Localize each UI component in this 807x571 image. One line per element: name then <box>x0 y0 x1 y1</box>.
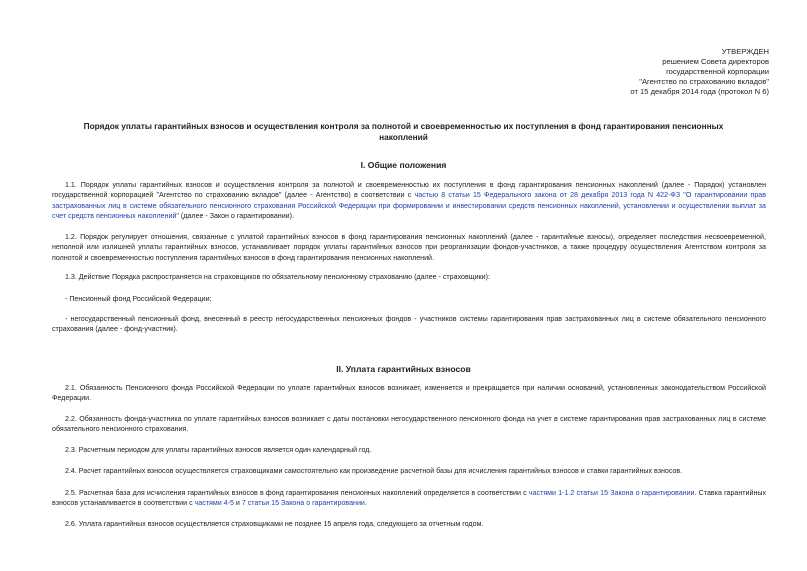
paragraph: 2.3. Расчетным периодом для уплаты гарантийных взносов является один календарный год. <box>65 446 372 454</box>
law-link[interactable]: 7 статьи 15 Закона о гарантировании <box>241 499 365 508</box>
paragraph: 2.1. Обязанность Пенсионного фонда Российской Федерации по уплате гарантийных взносов возникает, изменяется и прекращается при наличии оснований, установленных законодательством Российской Федерации. <box>52 384 766 403</box>
document-title: Порядок уплаты гарантийных взносов и осуществления контроля за полнотой и своевременностью их поступления в фонд гарантирования пенсионных накоплений <box>83 121 724 142</box>
paragraph-text: и <box>233 499 242 508</box>
approval-line: государственной корпорации <box>666 67 769 76</box>
paragraph: 2.6. Уплата гарантийных взносов осуществляется страховщиками не позднее 15 апреля года, следующего за отчетным годом. <box>65 520 484 528</box>
paragraph: 2.4. Расчет гарантийных взносов осуществляется страховщиками самостоятельно как произведение расчетной базы для исчисления гарантийных взносов и ставки гарантийных взносов. <box>65 467 683 475</box>
approval-line: УТВЕРЖДЕН <box>721 47 769 56</box>
law-link[interactable]: частями 1-1.2 статьи 15 Закона о гарантировании <box>528 489 695 497</box>
paragraph-text: (далее - Закон о гарантировании). <box>178 211 294 220</box>
paragraph-text: 1.1. Порядок уплаты гарантийных взносов и осуществления контроля за полнотой и своевременностью их поступления в фонд гарантирования пенсионных накоплений (далее - Порядок) установлен государственной корпорацией "Агентство по страхованию вкладов" (далее - Агентство) в соответствии с <box>52 181 766 200</box>
paragraph-text: . <box>364 499 367 508</box>
paragraph-text: . Ставка гарантийных взносов устанавливается в соответствии с <box>52 489 767 508</box>
law-link[interactable]: частью 8 статьи 15 Федерального закона от 28 декабря 2013 года N 422-ФЗ "О гарантировании прав застрахованных лиц в системе обязательного пенсионного страхования Российской Федерации при формировании и инвестировании средств пенсионных накоплений, установлении и осуществлении выплат за счет средств пенсионных накоплений" <box>52 191 766 220</box>
list-item: - негосударственный пенсионный фонд, внесенный в реестр негосударственных пенсионных фондов - участников системы гарантирования прав застрахованных лиц в системе обязательного пенсионного страхования (далее - фонд-участник). <box>52 315 766 334</box>
paragraph: 1.3. Действие Порядка распространяется на страховщиков по обязательному пенсионному страхованию (далее - страховщики): <box>65 273 490 281</box>
section-heading: I. Общие положения <box>360 160 447 170</box>
paragraph: 2.2. Обязанность фонда-участника по уплате гарантийных взносов возникает с даты постановки негосударственного пенсионного фонда на учет в системе гарантирования прав застрахованных лиц в системе обязательного пенсионного страхования. <box>52 415 766 434</box>
paragraph <box>52 180 766 221</box>
list-item: - Пенсионный фонд Российской Федерации; <box>65 295 212 303</box>
paragraph-text: 2.5. Расчетная база для исчисления гарантийных взносов в фонд гарантирования пенсионных накоплений определяется в соответствии с <box>65 489 529 497</box>
approval-stamp <box>630 47 769 97</box>
paragraph: 1.2. Порядок регулирует отношения, связанные с уплатой гарантийных взносов в фонд гарантирования пенсионных накоплений (далее - гарантийные взносы), определяет последствия несвоевременной, неполной или излишней уплаты гарантийных взносов, устанавливает порядок уплаты гарантийных взносов при реорганизации фондов-участников, а также процедуру осуществления Агентством контроля за полнотой и своевременностью поступления гарантийных взносов в фонд гарантирования пенсионных накоплений. <box>52 233 766 262</box>
approval-line: "Агентство по страхованию вкладов" <box>639 77 769 86</box>
approval-line: решением Совета директоров <box>662 57 769 66</box>
section-heading: II. Уплата гарантийных взносов <box>336 364 471 374</box>
law-link[interactable]: частями 4-5 <box>194 499 234 508</box>
approval-line: от 15 декабря 2014 года (протокол N 6) <box>630 87 769 96</box>
paragraph <box>52 488 766 509</box>
